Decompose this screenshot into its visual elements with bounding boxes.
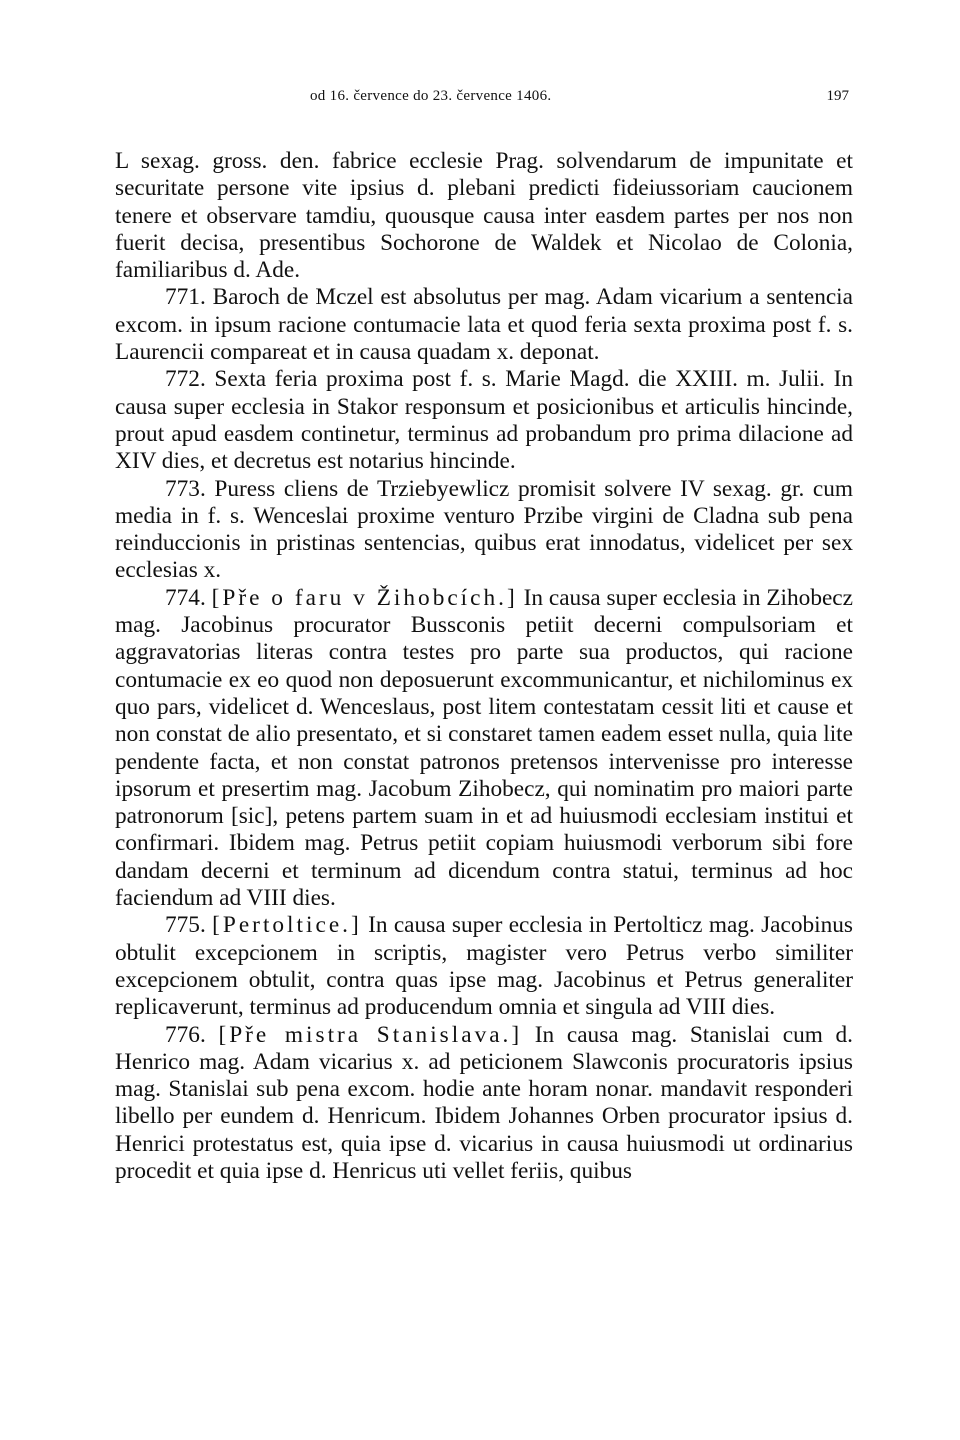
running-header-title: od 16. července do 23. července 1406. xyxy=(310,88,552,104)
paragraph-771 xyxy=(115,284,853,366)
paragraph-continuation xyxy=(115,148,853,284)
paragraph-775 xyxy=(115,912,853,1021)
page-number: 197 xyxy=(826,88,849,104)
paragraph-text: Baroch de Mczel est absolutus per mag. Adam vicarium a sentencia excom. in ipsum racione contumacie lata et quod feria sexta proxima post f. s. Laurencii compareat et in causa quadam x. deponat. xyxy=(115,284,853,366)
paragraph-text: In causa super ecclesia in Zihobecz mag. Jacobinus procurator Bussconis petiit decerni compulsoriam et aggravatorias literas contra testes pro parte sua productos, qui racione contumacie ex eo quod non deposuerunt excommunicantur, et nichilominus ex quo pars, videlicet d. Wenceslaus, post litem contestatam cessit liti et cause et non constat de alio presentato, et si constaret tamen eadem esset nulla, quia lite pendente facta, et non constat patronos pretensos intervenisse pro interesse ipsorum et presertim mag. Jacobum Zihobecz, qui nominatim pro maiori parte patronorum [sic], petens partem suam in et ad huiusmodi ecclesiam institui et confirmari. Ibidem mag. Petrus petiit copiam huiusmodi verborum sibi fore dandam decerni et terminum ad dicendum contra statui, terminus ad hoc faciendum ad VIII dies. xyxy=(115,584,853,912)
entry-heading: [Pertoltice.] xyxy=(212,912,362,939)
entry-heading: [Pře mistra Stanislava.] xyxy=(218,1021,523,1048)
paragraph-text: L sexag. gross. den. fabrice ecclesie Prag. solvendarum de impunitate et securitate persone vite ipsius d. plebani predicti fideiussoriam caucionem tenere et observare tamdiu, quousque causa inter easdem partes per nos non fuerit decisa, presentibus Sochorone de Waldek et Nicolao de Colonia, familiaribus d. Ade. xyxy=(115,148,853,284)
paragraph-text: Puress cliens de Trziebyewlicz promisit solvere IV sexag. gr. cum media in f. s. Wenceslai proxime venturo Przibe virgini de Cladna sub pena reinduccionis in pristinas sentencias, quibus erat innodatus, videlicet per sex ecclesias x. xyxy=(115,475,853,584)
paragraph-text: In causa mag. Stanislai cum d. Henrico mag. Adam vicarius x. ad peticionem Slawconis procuratoris ipsius mag. Stanislai sub pena excom. hodie ante horam nonar. mandavit responderi libello per eundem d. Henricum. Ibidem Johannes Orben procurator ipsius d. Henrici protestatus est, quia ipse d. vicarius in causa huiusmodi ut ordinarius procedit et quia ipse d. Henricus uti vellet feriis, quibus xyxy=(115,1021,853,1184)
entry-heading: [Pře o faru v Žihobcích.] xyxy=(211,584,518,611)
entry-number: 775. xyxy=(165,912,206,939)
paragraph-text: Sexta feria proxima post f. s. Marie Magd. die XXIII. m. Julii. In causa super ecclesia in Stakor responsum et posicionibus et articulis hincinde, prout apud easdem continetur, terminus ad probandum pro prima dilacione ad XIV dies, et decretus est notarius hincinde. xyxy=(115,366,853,475)
document-page xyxy=(115,84,853,1185)
entry-number: 776. xyxy=(165,1021,206,1048)
entry-number: 772. xyxy=(165,366,206,393)
entry-number: 774. xyxy=(165,584,206,611)
entry-number: 773. xyxy=(165,475,206,502)
paragraph-772 xyxy=(115,366,853,475)
paragraph-text: In causa super ecclesia in Pertolticz mag. Jacobinus obtulit excepcionem in scriptis, magister vero Petrus verbo similiter excepcionem obtulit, contra quas ipse mag. Jacobinus et Petrus generaliter replicaverunt, terminus ad producendum omnia et singula ad VIII dies. xyxy=(115,912,853,1021)
paragraph-776 xyxy=(115,1022,853,1186)
document-body xyxy=(115,148,853,1185)
entry-number: 771. xyxy=(165,284,206,311)
paragraph-774 xyxy=(115,585,853,913)
running-header xyxy=(115,84,853,124)
paragraph-773 xyxy=(115,476,853,585)
